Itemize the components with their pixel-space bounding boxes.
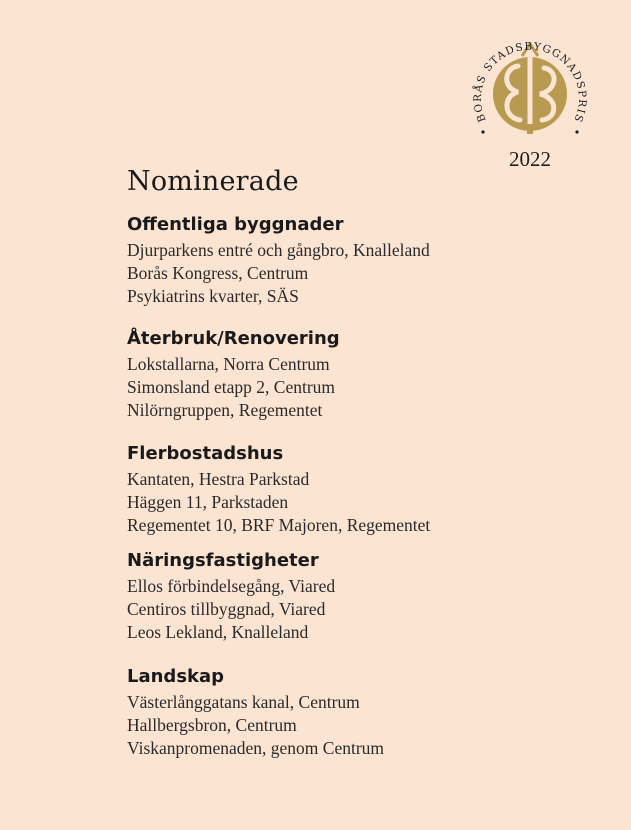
list-item: Västerlånggatans kanal, Centrum bbox=[127, 692, 360, 712]
logo-emblem bbox=[468, 16, 592, 174]
section-heading: Återbruk/Renovering bbox=[127, 328, 340, 349]
list-item: Lokstallarna, Norra Centrum bbox=[127, 354, 330, 374]
list-item: Regementet 10, BRF Majoren, Regementet bbox=[127, 515, 431, 535]
nominees-list bbox=[127, 166, 607, 760]
section-heading: Flerbostadshus bbox=[127, 443, 284, 464]
list-item: Simonsland etapp 2, Centrum bbox=[127, 377, 336, 397]
nominee-list bbox=[127, 239, 607, 308]
list-item: Borås Kongress, Centrum bbox=[127, 263, 309, 283]
boras-stadsbyggnadspris-logo bbox=[468, 16, 592, 174]
logo-year: 2022 bbox=[509, 147, 551, 171]
list-item: Djurparkens entré och gångbro, Knalleland bbox=[127, 240, 430, 260]
section-landskap bbox=[127, 665, 607, 760]
page-title: Nominerade bbox=[127, 166, 299, 197]
logo-ring-text: BORÅS STADSBYGGNADSPRIS bbox=[471, 40, 589, 125]
list-item: Kantaten, Hestra Parkstad bbox=[127, 469, 310, 489]
nominee-list bbox=[127, 691, 607, 760]
section-flerbostadshus bbox=[127, 442, 607, 537]
list-item: Viskanpromenaden, genom Centrum bbox=[127, 738, 385, 758]
section-heading: Offentliga byggnader bbox=[127, 214, 344, 235]
nominee-list bbox=[127, 353, 607, 422]
nominee-list bbox=[127, 575, 607, 644]
list-item: Hallbergsbron, Centrum bbox=[127, 715, 297, 735]
section-aterbruk-renovering bbox=[127, 327, 607, 422]
section-heading: Landskap bbox=[127, 666, 225, 687]
list-item: Centiros tillbyggnad, Viared bbox=[127, 599, 326, 619]
list-item: Psykiatrins kvarter, SÄS bbox=[127, 286, 299, 306]
nominee-list bbox=[127, 468, 607, 537]
section-offentliga-byggnader bbox=[127, 213, 607, 308]
section-heading: Näringsfastigheter bbox=[127, 550, 319, 571]
list-item: Nilörngruppen, Regementet bbox=[127, 400, 323, 420]
list-item: Häggen 11, Parkstaden bbox=[127, 492, 289, 512]
section-naringsfastigheter bbox=[127, 549, 607, 644]
list-item: Leos Lekland, Knalleland bbox=[127, 622, 309, 642]
list-item: Ellos förbindelsegång, Viared bbox=[127, 576, 336, 596]
